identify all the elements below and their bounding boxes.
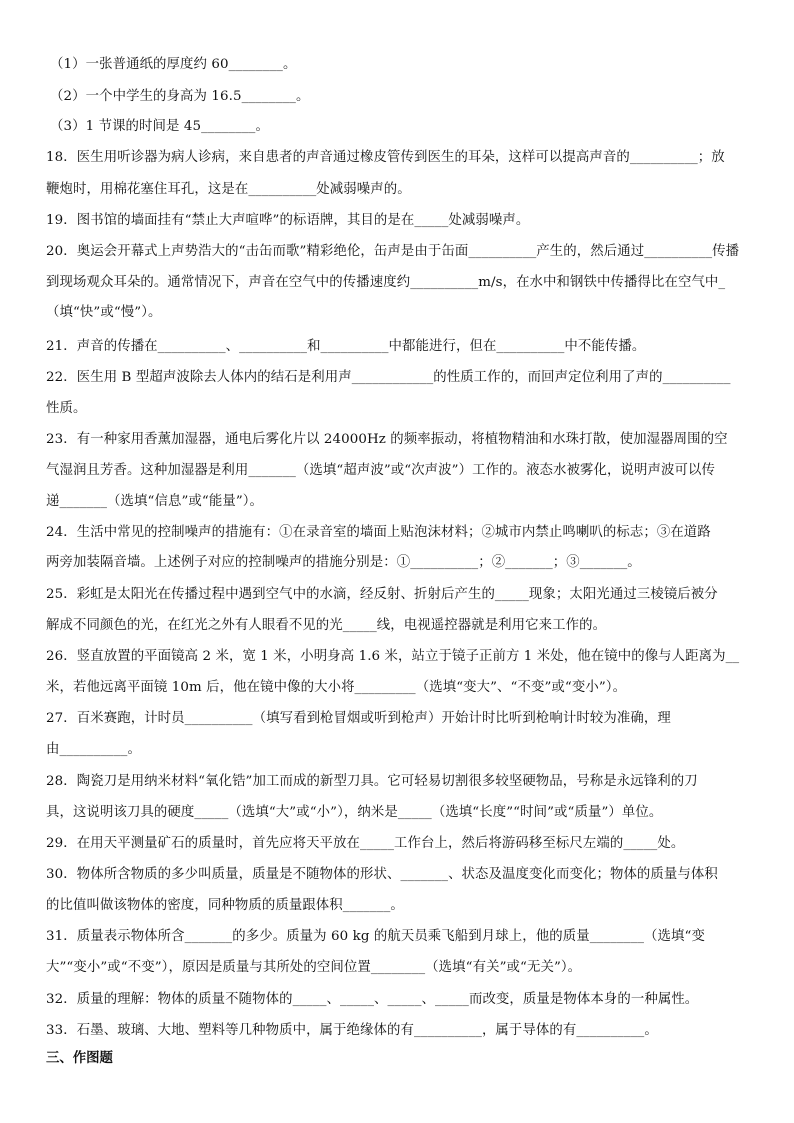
text-line-5: 鞭炮时，用棉花塞住耳孔，这是在__________处减弱噪声的。 <box>46 182 411 197</box>
text-line-6: 19．图书馆的墙面挂有“禁止大声喧哗”的标语牌，其目的是在_____处减弱噪声。 <box>46 213 530 228</box>
text-line-24: 28．陶瓷刀是用纳米材料“氧化锆”加工而成的新型刀具。它可轻易切割很多较坚硬物品，号称是永远锋利的刀 <box>46 774 698 789</box>
text-line-32: 33．石墨、玻璃、大地、塑料等几种物质中，属于绝缘体的有__________，属于导体的有__________。 <box>46 1023 658 1038</box>
text-line-12: 性质。 <box>46 401 87 416</box>
text-line-26: 29．在用天平测量矿石的质量时，首先应将天平放在_____工作台上，然后将游码移至标尺左端的_____处。 <box>46 836 685 851</box>
text-line-19: 解成不同颜色的光，在红光之外有人眼看不见的光_____线，电视遥控器就是利用它来工作的。 <box>46 618 607 633</box>
text-line-10: 21．声音的传播在__________、__________和__________中都能进行，但在__________中不能传播。 <box>46 339 646 354</box>
text-line-23: 由__________。 <box>46 742 141 757</box>
text-line-8: 到现场观众耳朵的。通常情况下，声音在空气中的传播速度约__________m/s，在水中和钢铁中传播得比在空气中_ <box>46 275 726 290</box>
text-line-7: 20．奥运会开幕式上声势浩大的“击缶而歌”精彩绝伦，缶声是由于缶面__________产生的，然后通过__________传播 <box>46 244 740 259</box>
text-line-18: 25．彩虹是太阳光在传播过程中遇到空气中的水滴，经反射、折射后产生的_____现象；太阳光通过三棱镜后被分 <box>46 587 718 602</box>
text-line-3: （3）1 节课的时间是 45________。 <box>50 119 269 134</box>
text-line-16: 24．生活中常见的控制噪声的措施有：①在录音室的墙面上贴泡沫材料；②城市内禁止鸣喇叭的标志；③在道路 <box>46 525 711 540</box>
text-line-22: 27．百米赛跑，计时员__________（填写看到枪冒烟或听到枪声）开始计时比听到枪响计时较为准确，理 <box>46 711 671 726</box>
text-line-9: （填“快”或“慢”）。 <box>46 305 162 320</box>
text-line-31: 32．质量的理解：物体的质量不随物体的_____、_____、_____、_____而改变，质量是物体本身的一种属性。 <box>46 992 699 1007</box>
text-line-4: 18．医生用听诊器为病人诊病，来自患者的声音通过橡皮管传到医生的耳朵，这样可以提高声音的__________；放 <box>46 150 725 165</box>
text-line-20: 26．竖直放置的平面镜高 2 米，宽 1 米，小明身高 1.6 米，站立于镜子正前方 1 米处，他在镜中的像与人距离为__ <box>46 649 740 664</box>
text-line-1: （1）一张普通纸的厚度约 60________。 <box>50 57 297 72</box>
text-line-27: 30．物体所含物质的多少叫质量，质量是不随物体的形状、_______、状态及温度变化而变化；物体的质量与体积 <box>46 867 718 882</box>
text-line-2: （2）一个中学生的身高为 16.5________。 <box>50 89 310 104</box>
text-line-25: 具，这说明该刀具的硬度_____（选填“大”或“小”），纳米是_____（选填“长度”“时间”或“质量”）单位。 <box>46 805 663 820</box>
text-line-17: 两旁加装隔音墙。上述例子对应的控制噪声的措施分别是：①__________；②_______；③_______。 <box>46 555 641 570</box>
text-line-11: 22．医生用 B 型超声波除去人体内的结石是利用声____________的性质工作的，而回声定位利用了声的__________ <box>46 370 731 385</box>
text-line-28: 的比值叫做该物体的密度，同种物质的质量跟体积_______。 <box>46 898 404 913</box>
text-line-30: 大”“变小”或“不变”），原因是质量与其所处的空间位置________（选填“有关”或“无关”）。 <box>46 960 582 975</box>
section-title: 三、作图题 <box>46 1051 113 1066</box>
text-line-21: 米，若他远离平面镜 10m 后，他在镜中像的大小将_________（选填“变大”、“不变”或“变小”）。 <box>46 680 627 695</box>
text-line-13: 23．有一种家用香薰加湿器，通电后雾化片以 24000Hz 的频率振动，将植物精油和水珠打散，使加湿器周围的空 <box>46 432 728 447</box>
text-line-15: 递_______（选填“信息”或“能量”）。 <box>46 494 264 509</box>
text-line-29: 31．质量表示物体所含_______的多少。质量为 60 kg 的航天员乘飞船到月球上，他的质量________（选填“变 <box>46 929 705 944</box>
text-line-14: 气湿润且芳香。这种加湿器是利用_______（选填“超声波”或“次声波”）工作的。液态水被雾化，说明声波可以传 <box>46 463 715 478</box>
